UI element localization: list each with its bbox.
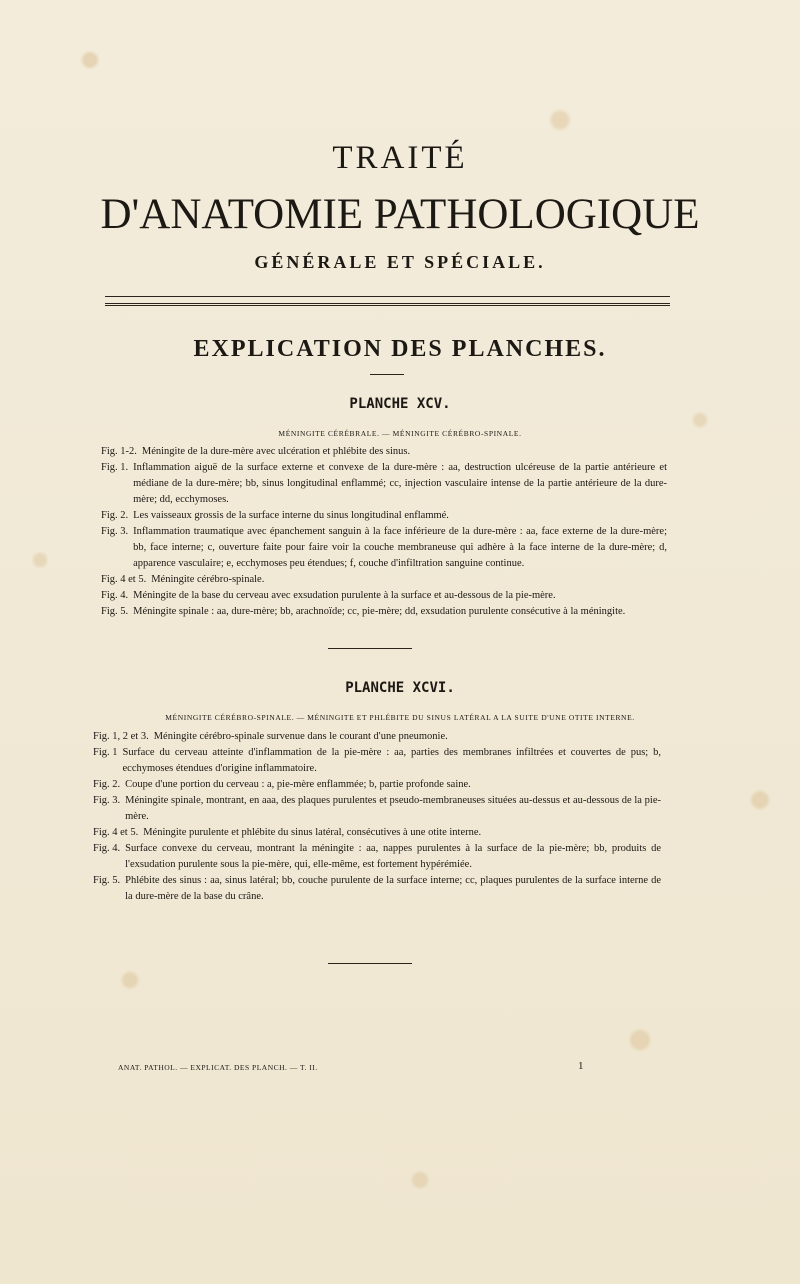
figure-number: Fig. 4 et 5. xyxy=(101,574,147,585)
figure-entry xyxy=(101,604,667,620)
planche1-entries xyxy=(101,444,667,620)
figure-entry xyxy=(93,873,661,905)
figure-description: Coupe d'une portion du cerveau : a, pie-mère enflammée; b, partie profonde saine. xyxy=(125,779,471,790)
figure-entry xyxy=(101,444,667,460)
figure-entry xyxy=(93,793,661,825)
figure-entry xyxy=(93,825,661,841)
figure-number: Fig. 4. xyxy=(93,843,121,854)
page-number: 1 xyxy=(578,1060,584,1072)
figure-entry xyxy=(93,745,661,777)
figure-description: Surface du cerveau atteinte d'inflammation de la pie-mère : aa, parties des membranes infiltrées et couvertes de pus; b, ecchymoses étendues d'origine inflammatoire. xyxy=(122,747,661,774)
figure-entry xyxy=(101,588,667,604)
planche2-entries xyxy=(93,729,661,905)
figure-number: Fig. 2. xyxy=(101,510,129,521)
figure-number: Fig. 1. xyxy=(101,462,129,473)
figure-description: Méningite purulente et phlébite du sinus latéral, consécutives à une otite interne. xyxy=(143,827,482,838)
figure-number: Fig. 4. xyxy=(101,590,129,601)
figure-description: Méningite spinale, montrant, en aaa, des plaques purulentes et pseudo-membraneuses situées au-dessus et au-dessous de la pie-mère. xyxy=(125,795,661,822)
title-traite: TRAITÉ xyxy=(332,140,468,176)
figure-number: Fig. 1-2. xyxy=(101,446,137,457)
figure-description: Méningite spinale : aa, dure-mère; bb, arachnoïde; cc, pie-mère; dd, exsudation purulente consécutive à la méningite. xyxy=(133,606,626,617)
figure-entry xyxy=(93,777,661,793)
section-title: EXPLICATION DES PLANCHES. xyxy=(193,336,607,362)
figure-description: Surface convexe du cerveau, montrant la méningite : aa, nappes purulentes à la surface de la pie-mère; bb, produits de l'exsudation purulente sous la pie-mère, qui, elle-même, est fortement hypérémiée. xyxy=(125,843,661,870)
figure-number: Fig. 1, 2 et 3. xyxy=(93,731,149,742)
figure-entry xyxy=(93,729,661,745)
short-rule-3 xyxy=(328,963,412,964)
figure-description: Inflammation traumatique avec épanchement sanguin à la face inférieure de la dure-mère : aa, face externe de la dure-mère; bb, face interne; c, ouverture faite pour faire voir la couche membraneuse qui adhère à la face interne de la dure-mère; d, apparence vasculaire; e, ecchymoses peu étendues; f, couche d'infiltration sanguine continue. xyxy=(133,526,667,569)
figure-number: Fig. 1 xyxy=(93,747,118,758)
figure-description: Méningite cérébro-spinale survenue dans le courant d'une pneumonie. xyxy=(153,731,448,742)
figure-description: Inflammation aiguë de la surface externe et convexe de la dure-mère : aa, destruction ulcéreuse de la partie antérieure et médiane de la dure-mère; bb, sinus longitudinal enflammé; cc, injection vasculaire intense de la partie antérieure de la dure-mère; dd, ecchymoses. xyxy=(133,462,667,505)
planche1-subtitle: MÉNINGITE CÉRÉBRALE. — MÉNINGITE CÉRÉBRO-SPINALE. xyxy=(278,429,522,438)
title-main: D'ANATOMIE PATHOLOGIQUE xyxy=(100,191,700,238)
double-rule xyxy=(105,296,670,306)
figure-entry xyxy=(101,508,667,524)
figure-number: Fig. 5. xyxy=(93,875,121,886)
title-subtitle: GÉNÉRALE ET SPÉCIALE. xyxy=(254,252,546,272)
figure-description: Méningite cérébro-spinale. xyxy=(151,574,265,585)
figure-number: Fig. 3. xyxy=(93,795,121,806)
figure-number: Fig. 4 et 5. xyxy=(93,827,139,838)
figure-number: Fig. 2. xyxy=(93,779,121,790)
figure-description: Méningite de la dure-mère avec ulcération et phlébite des sinus. xyxy=(141,446,411,457)
figure-entry xyxy=(93,841,661,873)
figure-description: Phlébite des sinus : aa, sinus latéral; bb, couche purulente de la surface interne; cc, plaques purulentes de la surface interne de la dure-mère de la base du crâne. xyxy=(125,875,661,902)
short-rule-1 xyxy=(370,374,404,375)
footer-left: ANAT. PATHOL. — EXPLICAT. DES PLANCH. — T. II. xyxy=(118,1063,318,1072)
short-rule-2 xyxy=(328,648,412,649)
figure-entry xyxy=(101,572,667,588)
planche2-subtitle: MÉNINGITE CÉRÉBRO-SPINALE. — MÉNINGITE ET PHLÉBITE DU SINUS LATÉRAL A LA SUITE D'UNE OTITE INTERNE. xyxy=(165,713,635,722)
figure-description: Méningite de la base du cerveau avec exsudation purulente à la surface et au-dessous de la pie-mère. xyxy=(133,590,556,601)
figure-number: Fig. 5. xyxy=(101,606,129,617)
figure-entry xyxy=(101,524,667,572)
figure-number: Fig. 3. xyxy=(101,526,129,537)
figure-entry xyxy=(101,460,667,508)
planche1-title: PLANCHE XCV. xyxy=(349,396,451,412)
planche2-title: PLANCHE XCVI. xyxy=(345,680,455,696)
figure-description: Les vaisseaux grossis de la surface interne du sinus longitudinal enflammé. xyxy=(133,510,449,521)
